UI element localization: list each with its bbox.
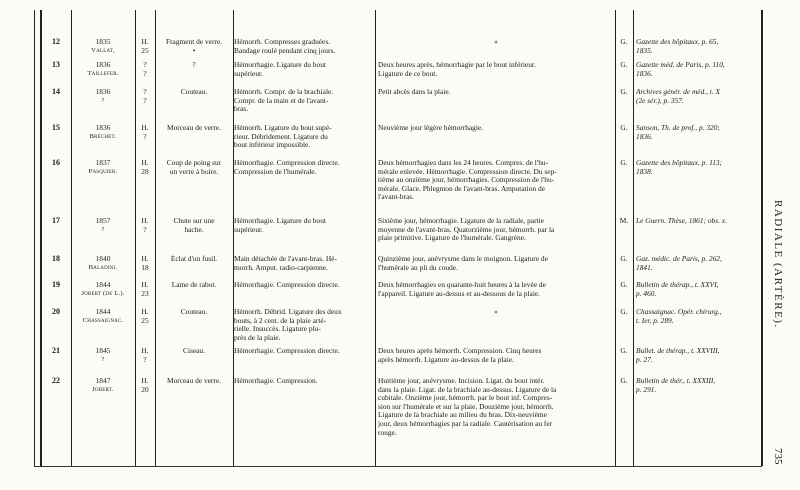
case-number: 14 bbox=[52, 88, 60, 96]
case-result: G. bbox=[620, 38, 628, 46]
case-age: 25 bbox=[141, 317, 149, 325]
case-treatment: Main détachée de l'avant-bras. Hé- morrh. Amput. radio-carpienne. bbox=[234, 255, 337, 272]
case-number: 19 bbox=[52, 281, 60, 289]
case-number: 15 bbox=[52, 124, 60, 132]
case-notes: Petit abcès dans la plaie. bbox=[378, 88, 451, 96]
case-year: 1837 bbox=[95, 159, 111, 167]
case-year: 1836 bbox=[95, 88, 111, 96]
case-source: Gazette des hôpitaux, p. 65, 1835. bbox=[636, 38, 719, 55]
case-sex: H. bbox=[141, 124, 149, 132]
case-age: 25 bbox=[141, 47, 149, 55]
case-treatment: Hémorrhagie. Ligature du bout supérieur. bbox=[234, 217, 326, 234]
case-cause: Coup de poing sur un verre à boire. bbox=[166, 159, 222, 176]
case-result: G. bbox=[620, 308, 628, 316]
case-result: G. bbox=[620, 88, 628, 96]
case-treatment: Hémorrhagie. Compression directe. Compression de l'humérale. bbox=[234, 159, 340, 176]
case-year: 1836 bbox=[95, 124, 111, 132]
case-sex: ? bbox=[143, 88, 147, 96]
case-age: ? bbox=[143, 70, 147, 78]
case-sex: H. bbox=[141, 308, 149, 316]
case-notes: Sixième jour, hémorrhagie. Ligature de la radiale, partie moyenne de l'avant-bras. Quatorzième jour, hémorrh. par la plaie primitive. Ligature de l'humérale. Gangrène. bbox=[378, 217, 555, 243]
case-cause: Morceau de verre. bbox=[167, 124, 221, 132]
case-cause: ? bbox=[192, 61, 196, 69]
case-author: Vallat, bbox=[91, 47, 115, 54]
case-sex: H. bbox=[141, 281, 149, 289]
case-author: ? bbox=[101, 226, 105, 233]
case-year: 1835 bbox=[95, 38, 111, 46]
case-sex: H. bbox=[141, 377, 149, 385]
table-bottom-rule bbox=[34, 466, 762, 467]
column-rule bbox=[761, 10, 763, 466]
case-result: M. bbox=[619, 217, 629, 225]
case-notes: Neuvième jour légère hémorrhagie. bbox=[378, 124, 484, 132]
case-author: Jobert (de L.). bbox=[81, 290, 125, 297]
case-author: ? bbox=[101, 356, 105, 363]
case-cause: Morceau de verre. bbox=[167, 377, 221, 385]
case-author: Pasquier. bbox=[88, 168, 118, 175]
case-notes: Deux hémorrhagies dans les 24 heures. Compres. de l'hu- mérale enlevée. Hémorrhagie. Compression directe. Du sep- tième au onzième jour, hémorrhagies. Compression de l'hu- mérale. Glace. Phlegmon de l'avant-bras. Amputation de l'avant-bras. bbox=[378, 159, 557, 202]
case-age: 18 bbox=[141, 264, 149, 272]
case-age: ? bbox=[143, 226, 147, 234]
case-result: G. bbox=[620, 159, 628, 167]
case-year: 1845 bbox=[95, 347, 111, 355]
case-notes: Deux heures après hémorrh. Compression. Cinq heures après hémorrh. Ligature au-dessus de la plaie. bbox=[378, 347, 542, 364]
column-rule bbox=[375, 10, 376, 466]
case-treatment: Hémorrhagie. Ligature du bout supérieur. bbox=[234, 61, 326, 78]
case-age: ? bbox=[143, 97, 147, 105]
case-source: Gazette des hôpitaux, p. 113; 1838. bbox=[636, 159, 723, 176]
case-source: Bulletin de thérap., t. XXVI, p. 460. bbox=[636, 281, 719, 298]
case-sex: H. bbox=[141, 255, 149, 263]
case-number: 16 bbox=[52, 159, 60, 167]
case-source: Archives génér. de méd., t. X (2e sér.), p. 357. bbox=[636, 88, 721, 105]
column-rule bbox=[633, 10, 634, 466]
case-result: G. bbox=[620, 61, 628, 69]
case-notes: Deux hémorrhagies en quarante-huit heures à la levée de l'appareil. Ligature au-dessus et au-dessous de la plaie. bbox=[378, 281, 546, 298]
case-notes: Deux heures après, hémorrhagie par le bout inférieur. Ligature de ce bout. bbox=[378, 61, 536, 78]
case-year: 1844 bbox=[95, 308, 111, 316]
case-year: 1836 bbox=[95, 61, 111, 69]
case-treatment: Hémorrhagie. Compression directe. bbox=[234, 347, 340, 355]
case-year: 1840 bbox=[95, 255, 111, 263]
case-treatment: Hémorrhagie. Compression directe. bbox=[234, 281, 340, 289]
case-treatment: Hémorrh. Compresses graduées. Bandage roulé pendant cinq jours. bbox=[234, 38, 336, 55]
left-margin-rule bbox=[34, 10, 35, 466]
case-sex: H. bbox=[141, 159, 149, 167]
case-notes: Quinzième jour, anévrysme dans le moignon. Ligature de l'humérale au pli du coude. bbox=[378, 255, 548, 272]
case-sex: H. bbox=[141, 217, 149, 225]
case-number: 21 bbox=[52, 347, 60, 355]
case-year: 1857 bbox=[95, 217, 111, 225]
case-result: G. bbox=[620, 124, 628, 132]
case-number: 12 bbox=[52, 38, 60, 46]
case-cause: Couteau. bbox=[180, 308, 208, 316]
case-source: Bulletin de thér., t. XXXIII, p. 291. bbox=[636, 377, 716, 394]
case-sex: H. bbox=[141, 347, 149, 355]
case-cause: Lame de rabot. bbox=[171, 281, 217, 289]
case-author: Bréchet. bbox=[89, 133, 117, 140]
case-source: Gaz. médic. de Paris, p. 262, 1841. bbox=[636, 255, 722, 272]
case-cause: Couteau. bbox=[180, 88, 208, 96]
case-cause: Chute sur une hache. bbox=[173, 217, 215, 234]
case-number: 17 bbox=[52, 217, 60, 225]
case-result: G. bbox=[620, 281, 628, 289]
case-source: Gazette méd. de Paris, p. 110, 1836. bbox=[636, 61, 725, 78]
case-number: 13 bbox=[52, 61, 60, 69]
case-number: 20 bbox=[52, 308, 60, 316]
case-number: 22 bbox=[52, 377, 60, 385]
case-notes: » bbox=[494, 308, 498, 316]
case-treatment: Hémorrhagie. Compression. bbox=[234, 377, 318, 385]
case-cause: Ciseau. bbox=[183, 347, 205, 355]
case-author: Jobert. bbox=[92, 386, 114, 393]
side-title: RADIALE (ARTÈRE). bbox=[772, 200, 784, 329]
case-author: Chassaignac. bbox=[82, 317, 124, 324]
case-age: 20 bbox=[141, 386, 149, 394]
case-sex: H. bbox=[141, 38, 149, 46]
case-age: 28 bbox=[141, 168, 149, 176]
case-author: Taillefer. bbox=[87, 70, 119, 77]
case-treatment: Hémorrh. Compr. de la brachiale. Compr. de la main et de l'avant- bras. bbox=[234, 88, 334, 114]
case-author: ? bbox=[101, 97, 105, 104]
case-year: 1847 bbox=[95, 377, 111, 385]
case-result: G. bbox=[620, 377, 628, 385]
case-notes: Huitième jour, anévrysme. Incision. Ligat. du bout intér. dans la plaie. Ligat. de la brachiale au-dessus. Ligature de la cubitale. Onzième jour, hémorrh. par le bout inf. Compres- sion sur l'humérale et sur la plaie. Douzième jour, hémorrh. Ligature de la brachiale au milieu du bras. Dix-neuvième jour, deux hémorrhagies par la radiale. Cautérisation au fer rouge. bbox=[378, 377, 557, 437]
case-notes: » bbox=[494, 38, 498, 46]
case-age: 23 bbox=[141, 290, 149, 298]
case-number: 18 bbox=[52, 255, 60, 263]
case-treatment: Hémorrh. Ligature du bout supé- rieur. Débridement. Ligature du bout inférieur impossible. bbox=[234, 124, 332, 150]
case-result: G. bbox=[620, 255, 628, 263]
case-cause: Éclat d'un fusil. bbox=[170, 255, 218, 263]
case-source: Chassaignac. Opér. chirurg., t. Ier, p. 289. bbox=[636, 308, 722, 325]
case-age: ? bbox=[143, 356, 147, 364]
case-treatment: Hémorrh. Débrid. Ligature des deux bouts, à 2 cent. de la plaie arté- rielle. Insuccès. Ligature plu- près de la plaie. bbox=[234, 308, 342, 342]
case-source: Le Guern. Thèse, 1861; obs. x. bbox=[636, 217, 727, 225]
case-source: Sanson, Th. de prof., p. 320; 1836. bbox=[636, 124, 720, 141]
case-sex: ? bbox=[143, 61, 147, 69]
case-year: 1844 bbox=[95, 281, 111, 289]
page-number: 735 bbox=[772, 448, 784, 465]
case-result: G. bbox=[620, 347, 628, 355]
case-age: ? bbox=[143, 133, 147, 141]
case-author: Baladini. bbox=[88, 264, 118, 271]
case-source: Bullet. de thérap., t. XXVIII, p. 27. bbox=[636, 347, 720, 364]
case-cause: Fragment de verre. • bbox=[165, 38, 223, 55]
